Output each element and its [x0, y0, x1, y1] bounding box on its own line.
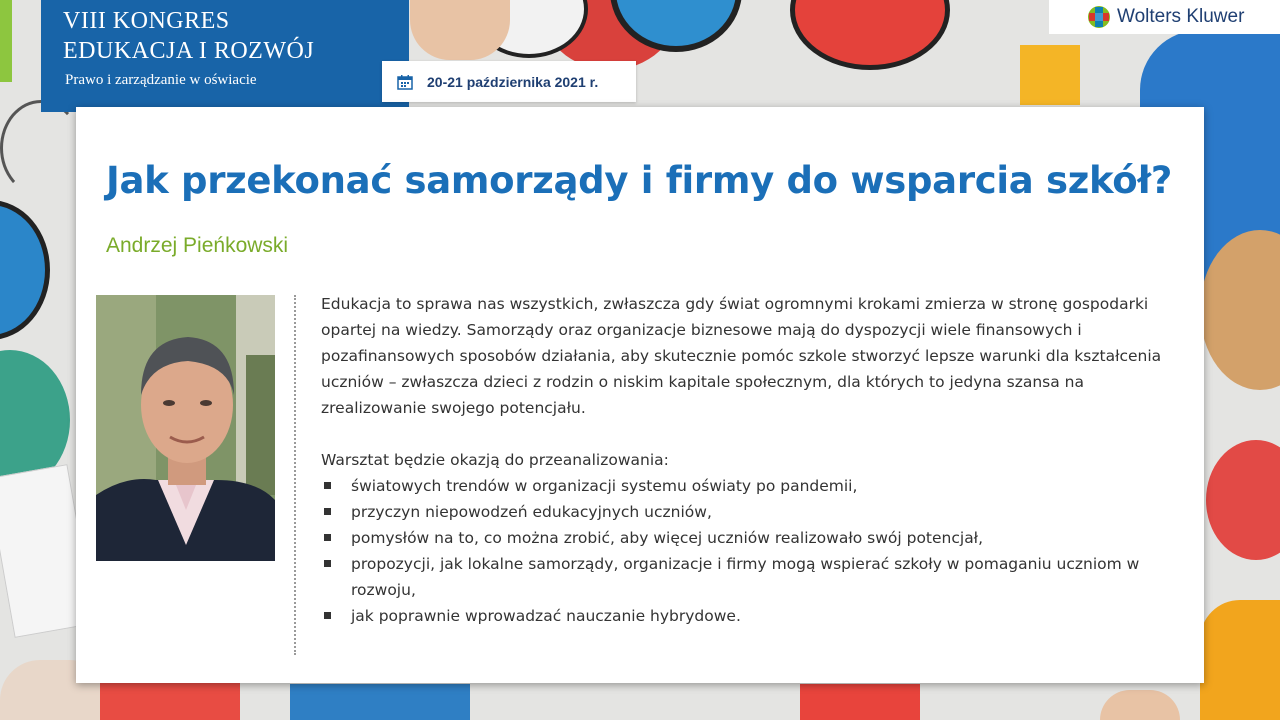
list-item: światowych trendów w organizacji systemu oświaty po pandemii,: [321, 473, 1171, 499]
calendar-icon: [397, 74, 413, 90]
list-item: przyczyn niepowodzeń edukacyjnych uczniów,: [321, 499, 1171, 525]
session-title: Jak przekonać samorządy i firmy do wsparcia szkół?: [106, 159, 1173, 202]
wolters-kluwer-logo: [1049, 0, 1280, 34]
congress-name: EDUKACJA I ROZWÓJ: [63, 38, 315, 64]
logo-text: Wolters Kluwer: [1117, 6, 1245, 27]
list-item: pomysłów na to, co można zrobić, aby więcej uczniów realizowało swój potencjał,: [321, 525, 1171, 551]
session-card: [76, 107, 1204, 683]
speaker-portrait-image: [96, 295, 275, 561]
congress-subtitle: Prawo i zarządzanie w oświacie: [65, 72, 257, 88]
list-item: propozycji, jak lokalne samorządy, organizacje i firmy mogą wspierać szkoły w pomaganiu uczniom w rozwoju,: [321, 551, 1171, 603]
description-paragraph: Edukacja to sprawa nas wszystkich, zwłaszcza gdy świat ogromnymi krokami zmierza w stronę gospodarki opartej na wiedzy. Samorządy oraz organizacje biznesowe mają do dyspozycji wiele finansowych i pozafinansowych sposobów działania, aby skutecznie pomóc szkole stworzyć lepsze warunki dla kształcenia uczniów – zwłaszcza dzieci z rodzin o niskim kapitale społecznym, dla których to jedyna szansa na zrealizowanie swojego potencjału.: [321, 295, 1162, 417]
congress-header: [41, 0, 409, 112]
workshop-intro: Warsztat będzie okazją do przeanalizowania:: [321, 451, 669, 469]
list-item: jak poprawnie wprowadzać nauczanie hybrydowe.: [321, 603, 1171, 629]
wolters-kluwer-logo-mark-icon: [1087, 5, 1111, 29]
congress-edition: VIII KONGRES: [63, 8, 230, 34]
event-date-text: 20-21 października 2021 r.: [427, 73, 599, 90]
vertical-divider: [294, 295, 296, 655]
session-description: [321, 291, 1171, 629]
event-date: [382, 61, 636, 102]
speaker-photo: [96, 295, 275, 561]
accent-stripe: [0, 0, 12, 82]
topics-list: [321, 473, 1171, 629]
speaker-name: Andrzej Pieńkowski: [106, 234, 289, 257]
